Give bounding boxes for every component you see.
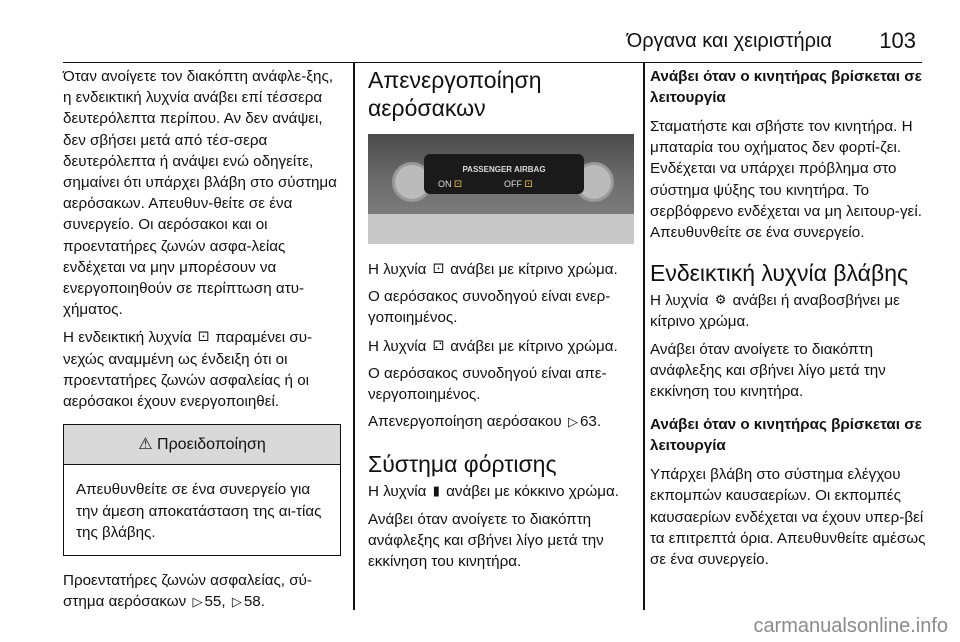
text-fragment: ανάβει ή αναβοσβήνει με κίτρινο χρώμα.: [650, 292, 900, 331]
engine-check-icon: ⚙: [714, 292, 727, 308]
section-heading: Ενδεικτική λυχνία βλάβης: [650, 260, 909, 287]
page-header: [63, 18, 922, 63]
airbag-on-icon: ⚀: [454, 179, 462, 189]
column-2: [368, 66, 636, 578]
text-fragment: ανάβει με κίτρινο χρώμα.: [450, 337, 618, 355]
text-fragment: Η λυχνία: [368, 483, 427, 501]
paragraph: Υπάρχει βλάβη στο σύστημα ελέγχου εκπομπών καυσαερίων. Οι εκπομπές καυσαερίων ενδέχεται να έχουν υπερ-βεί τα επιτρεπτά όρια. Απευθυνθείτε αμέσως σε ένα συνεργείο.: [650, 466, 926, 569]
panel-label: PASSENGER AIRBAG: [462, 165, 546, 174]
airbag-panel-photo: [368, 134, 634, 244]
paragraph: [368, 335, 636, 357]
text-fragment: Η ενδεικτική λυχνία: [63, 329, 192, 347]
warning-text: Απευθυνθείτε σε ένα συνεργείο για την άμεση αποκατάσταση της αι-τίας της βλάβης.: [76, 481, 322, 541]
column-divider-2: [643, 62, 645, 610]
page-ref-arrow-icon: ▷: [231, 594, 242, 610]
text-fragment: Η λυχνία: [368, 261, 427, 278]
section-heading: Σύστημα φόρτισης: [368, 451, 557, 478]
watermark: carmanualsonline.info: [753, 615, 948, 637]
text-fragment: Η λυχνία: [650, 292, 709, 310]
seatbelt-airbag-warning-icon: ⚀: [197, 329, 210, 345]
paragraph: Σταματήστε και σβήστε τον κινητήρα. Η μπαταρία του οχήματος δεν φορτί-ζει. Ενδέχεται να υπάρχει πρόβλημα στο σύστημα ψύξης του κινητήρα. Το σερβόφρενο ενδέχεται να μη λειτουρ-γεί. Απευθυνθείτε σε ένα συνεργείο.: [650, 118, 922, 242]
paragraph: [63, 326, 341, 412]
warning-header: [64, 425, 340, 465]
column-3: [650, 66, 930, 576]
page-ref-arrow-icon: ▷: [567, 414, 578, 430]
airbag-off-icon: ⚀: [524, 179, 533, 189]
subsection-heading: Ανάβει όταν ο κινητήρας βρίσκεται σε λειτουργία: [650, 68, 922, 106]
on-label: ON: [438, 179, 452, 189]
text-fragment: παραμένει συ-νεχώς αναμμένη ως ένδειξη ότι οι προεντατήρες ζωνών ασφαλείας ή οι αερόσακοι έχουν ενεργοποιηθεί.: [63, 329, 313, 411]
paragraph: Ο αερόσακος συνοδηγού είναι απε-νεργοποιημένος.: [368, 364, 607, 404]
section-heading: Απενεργοποίηση αερόσακων: [368, 67, 542, 121]
battery-icon: ▮: [432, 483, 440, 499]
text-fragment: Η λυχνία: [368, 337, 427, 355]
text-fragment: ανάβει με κόκκινο χρώμα.: [446, 483, 619, 501]
text-fragment: ανάβει με κίτρινο χρώμα.: [450, 261, 618, 278]
off-label: OFF: [504, 179, 522, 189]
airbag-on-indicator: [438, 174, 462, 195]
airbag-indicator-panel: [424, 154, 584, 194]
paragraph: Ανάβει όταν ανοίγετε το διακόπτη ανάφλεξης και σβήνει λίγο μετά την εκκίνηση του κινητήρα.: [368, 510, 604, 571]
column-1: [63, 66, 341, 618]
page-ref[interactable]: 63.: [579, 413, 602, 431]
paragraph: Όταν ανοίγετε τον διακόπτη ανάφλε-ξης, η ενδεικτική λυχνία ανάβει επί τέσσερα δευτερόλεπτα περίπου. Αν δεν ανάψει, δεν σβήσει μετά από τέσ-σερα δευτερόλεπτα ή ανάψει ενώ οδηγείτε, σημαίνει ότι υπάρχει βλάβη στο σύστημα αερόσακων. Απευθυν-θείτε σε ένα συνεργείο. Οι αερόσακοι και οι προεντατήρες ζωνών ασφα-λείας ενδέχεται να μην μπορέσουν να ενεργοποιηθούν σε περίπτωση ατυ-χήματος.: [63, 68, 337, 319]
page-number: 103: [879, 28, 916, 53]
warning-box: [63, 424, 341, 556]
warning-triangle-icon: ⚠: [138, 436, 153, 454]
paragraph: [368, 411, 636, 432]
page-ref-arrow-icon: ▷: [192, 594, 203, 610]
subsection-heading: Ανάβει όταν ο κινητήρας βρίσκεται σε λειτουργία: [650, 416, 922, 455]
header-title: Όργανα και χειριστήρια: [626, 30, 832, 52]
paragraph: Ανάβει όταν ανοίγετε το διακόπτη ανάφλεξης και σβήνει λίγο μετά την εκκίνηση του κινητήρα.: [650, 340, 886, 401]
paragraph: [368, 480, 636, 502]
paragraph: [368, 258, 636, 280]
airbag-off-indicator: [504, 174, 532, 195]
text-fragment: Απενεργοποίηση αερόσακου: [368, 413, 562, 431]
paragraph: Ο αερόσακος συνοδηγού είναι ενερ-γοποιημένος.: [368, 288, 611, 327]
photo-console: [368, 214, 634, 244]
airbag-on-icon: ⚀: [432, 261, 444, 276]
text-fragment: Προεντατήρες ζωνών ασφαλείας, σύ-στημα αερόσακων: [63, 572, 312, 611]
airbag-off-icon: ⚁: [432, 337, 444, 353]
paragraph: [650, 289, 930, 332]
warning-title: Προειδοποίηση: [157, 436, 266, 454]
page-ref[interactable]: 55: [204, 593, 222, 611]
column-divider-1: [353, 62, 355, 610]
paragraph: Προεντατήρες ζωνών ασφαλείας, σύ-στημα αερόσακων ▷ 55, ▷ 58.: [63, 572, 312, 611]
page-ref[interactable]: 58.: [243, 593, 265, 611]
